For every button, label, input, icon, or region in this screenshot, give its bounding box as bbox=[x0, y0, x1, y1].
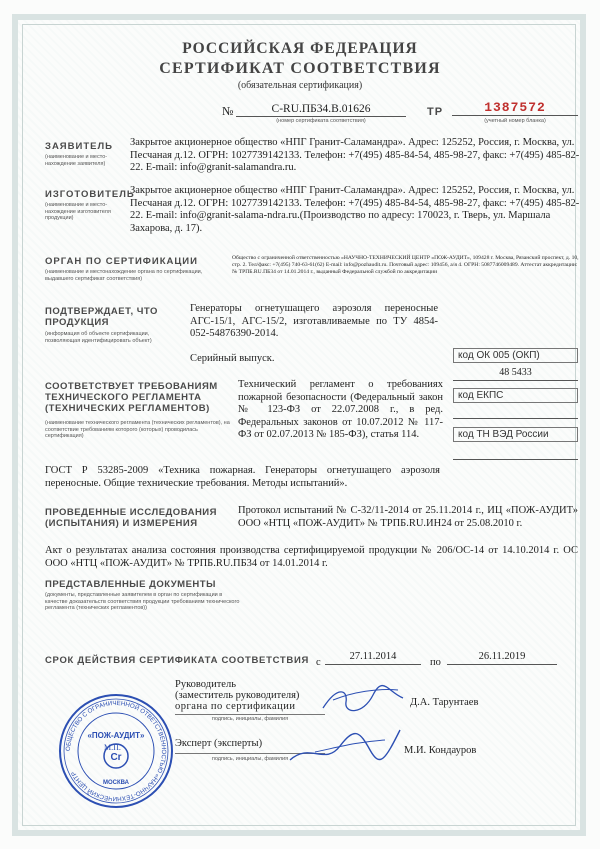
tests-text: Протокол испытаний № С-32/11-2014 от 25.11.2014 г., ИЦ «ПОЖ-АУДИТ» ООО «НТЦ «ПОЖ-АУДИТ» № ТРПБ.RU.ИН24 от 25.08.2010 г. bbox=[238, 505, 578, 529]
head-label-3: органа по сертификации bbox=[175, 701, 296, 712]
validity-to-prefix: по bbox=[430, 657, 441, 668]
cert-body-text: Общество с ограниченной ответственностью «НАУЧНО-ТЕХНИЧЕСКИЙ ЦЕНТР «ПОЖ-АУДИТ», 109428 г. Москва, Рязанский проспект, д. 10, стр. 2. Тел/факс: +7(495) 740-63-61(62) E-mail: info@pozhaudit.ru. Почтовый адрес: 109456, а/я 4. ОГРН: 5087746009489. Аттестат аккредитации: № ТРПБ.RU.ПБ34 от 14.01.2014 г., выданный Федеральной службой по аккредитации bbox=[232, 255, 579, 275]
tnved-code-box bbox=[453, 427, 578, 460]
country-heading: РОССИЙСКАЯ ФЕДЕРАЦИЯ bbox=[182, 40, 418, 57]
tests-label-1: ПРОВЕДЕННЫЕ ИССЛЕДОВАНИЯ bbox=[45, 507, 217, 518]
product-label-1: ПОДТВЕРЖДАЕТ, ЧТО bbox=[45, 306, 158, 317]
validity-from-prefix: с bbox=[316, 657, 321, 668]
ekps-code-box bbox=[453, 388, 578, 419]
gost-text: ГОСТ Р 53285-2009 «Техника пожарная. Генераторы огнетушащего аэрозоля переносные. Общие технические требования. Методы испытаний». bbox=[45, 465, 440, 489]
seal-bottom-text: МОСКВА bbox=[102, 780, 130, 786]
head-label-2: (заместитель руководителя) bbox=[175, 690, 300, 701]
product-hint: (информация об объекте сертификации, позволяющая идентифицировать объект) bbox=[45, 331, 152, 344]
expert-caption: подпись, инициалы, фамилия bbox=[211, 756, 289, 762]
applicant-hint: (наименование и место-нахождение заявителя) bbox=[45, 154, 108, 167]
expert-name: М.И. Кондауров bbox=[404, 745, 477, 756]
manufacturer-label: ИЗГОТОВИТЕЛЬ bbox=[45, 189, 135, 200]
compliance-text: Технический регламент о требованиях пожарной безопасности (Федеральный закон № 123-ФЗ от 22.07.2008 г., в ред. Федеральных законов от 10.07.2012 № 117-ФЗ от 02.07.2013 № 185-ФЗ), статья 114. bbox=[238, 379, 443, 440]
compliance-label-2: ТЕХНИЧЕСКОГО РЕГЛАМЕНТА bbox=[45, 392, 202, 403]
validity-from-date: 27.11.2014 bbox=[325, 651, 421, 665]
okp-code-box bbox=[453, 348, 578, 381]
compliance-hint: (наименование технического регламента (технических регламентов), на соответствие требованиям которого (которых) проводилась сертификация) bbox=[45, 420, 230, 439]
tr-label: ТР bbox=[427, 106, 444, 118]
expert-signature bbox=[285, 722, 405, 770]
documents-hint: (документы, представленные заявителем в орган по сертификации в качестве доказательств соответствия продукции требованиям технического регламента (технических регламентов)) bbox=[45, 592, 240, 611]
expert-label: Эксперт (эксперты) bbox=[175, 738, 263, 749]
cert-body-label: ОРГАН ПО СЕРТИФИКАЦИИ bbox=[45, 256, 198, 267]
manufacturer-text: Закрытое акционерное общество «НПГ Гранит-Саламандра». Адрес: 125252, Россия, г. Москва, ул. Песчаная д.12. ОГРН: 1027739142133. Телефон: +7(495) 485-84-54, 485-98-27, факс: +7(495) 485-82-22. E-mail: info@granit-salama-ndra.ru.(Производство по адресу: 170023, г. Тверь, ул. Маршала Захарова, д. 17). bbox=[130, 185, 580, 234]
okp-code-value: 48 5433 bbox=[499, 367, 532, 378]
seal-center-text: «ПОЖ-АУДИТ» bbox=[87, 731, 145, 740]
certificate-subtitle: (обязательная сертификация) bbox=[237, 80, 363, 91]
blank-number-caption: (учетный номер бланка) bbox=[484, 118, 546, 124]
head-label-1: Руководитель bbox=[175, 679, 236, 690]
seal-emblem-icon: Cr bbox=[110, 752, 122, 763]
mp-label: М.П. bbox=[104, 743, 121, 752]
certificate-title: СЕРТИФИКАТ СООТВЕТСТВИЯ bbox=[159, 60, 441, 77]
head-signature bbox=[318, 680, 408, 720]
manufacturer-hint: (наименование и место-нахождение изготовителя продукции) bbox=[45, 202, 111, 221]
validity-label: СРОК ДЕЙСТВИЯ СЕРТИФИКАТА СООТВЕТСТВИЯ bbox=[45, 655, 310, 666]
compliance-label-3: (ТЕХНИЧЕСКИХ РЕГЛАМЕНТОВ) bbox=[45, 403, 210, 414]
product-text: Генераторы огнетушащего аэрозоля переносные АГС-15/1, АГС-15/2, изготавливаемые по ТУ 4854-052-54876390-2014. bbox=[190, 303, 438, 339]
documents-label: ПРЕДСТАВЛЕННЫЕ ДОКУМЕНТЫ bbox=[45, 579, 216, 590]
tests-label-2: (ИСПЫТАНИЯ) И ИЗМЕРЕНИЯ bbox=[45, 518, 198, 529]
head-name: Д.А. Тарунтаев bbox=[410, 697, 479, 708]
production-act-text: Акт о результатах анализа состояния производства сертифицируемой продукции № 206/ОС-14 от 14.10.2014 г. ОС ООО «НТЦ «ПОЖ-АУДИТ» № ТРПБ.RU.ПБ34 от 14.01.2014 г. bbox=[45, 545, 578, 569]
blank-number: 1387572 bbox=[452, 100, 578, 116]
okp-code-label: код ОК 005 (ОКП) bbox=[453, 348, 578, 363]
ekps-code-label: код ЕКПС bbox=[453, 388, 578, 403]
cert-body-hint: (наименование и местонахождение органа по сертификации, выдавшего сертификат соответствия) bbox=[45, 269, 203, 282]
product-label-2: ПРОДУКЦИЯ bbox=[45, 317, 109, 328]
tnved-code-label: код ТН ВЭД России bbox=[453, 427, 578, 442]
applicant-text: Закрытое акционерное общество «НПГ Гранит-Саламандра». Адрес: 125252, Россия, г. Москва, ул. Песчаная д.12. ОГРН: 1027739142133. Телефон: +7(495) 485-84-54, 485-98-27, факс: +7(495) 485-82-22. E-mail: info@granit-salamandra.ru. bbox=[130, 137, 580, 173]
validity-to-date: 26.11.2019 bbox=[447, 651, 557, 665]
certificate-number: С-RU.ПБ34.В.01626 bbox=[236, 103, 406, 117]
applicant-label: ЗАЯВИТЕЛЬ bbox=[45, 141, 113, 152]
seal-outer-text: ОБЩЕСТВО С ОГРАНИЧЕННОЙ ОТВЕТСТВЕННОСТЬЮ «НАУЧНО-ТЕХНИЧЕСКИЙ ЦЕНТР bbox=[64, 699, 168, 803]
compliance-label-1: СООТВЕТСТВУЕТ ТРЕБОВАНИЯМ bbox=[45, 381, 218, 392]
head-caption: подпись, инициалы, фамилия bbox=[211, 716, 289, 722]
certificate-number-caption: (номер сертификата соответствия) bbox=[276, 118, 366, 124]
product-serial: Серийный выпуск. bbox=[190, 353, 275, 364]
number-sign: № bbox=[222, 104, 234, 118]
